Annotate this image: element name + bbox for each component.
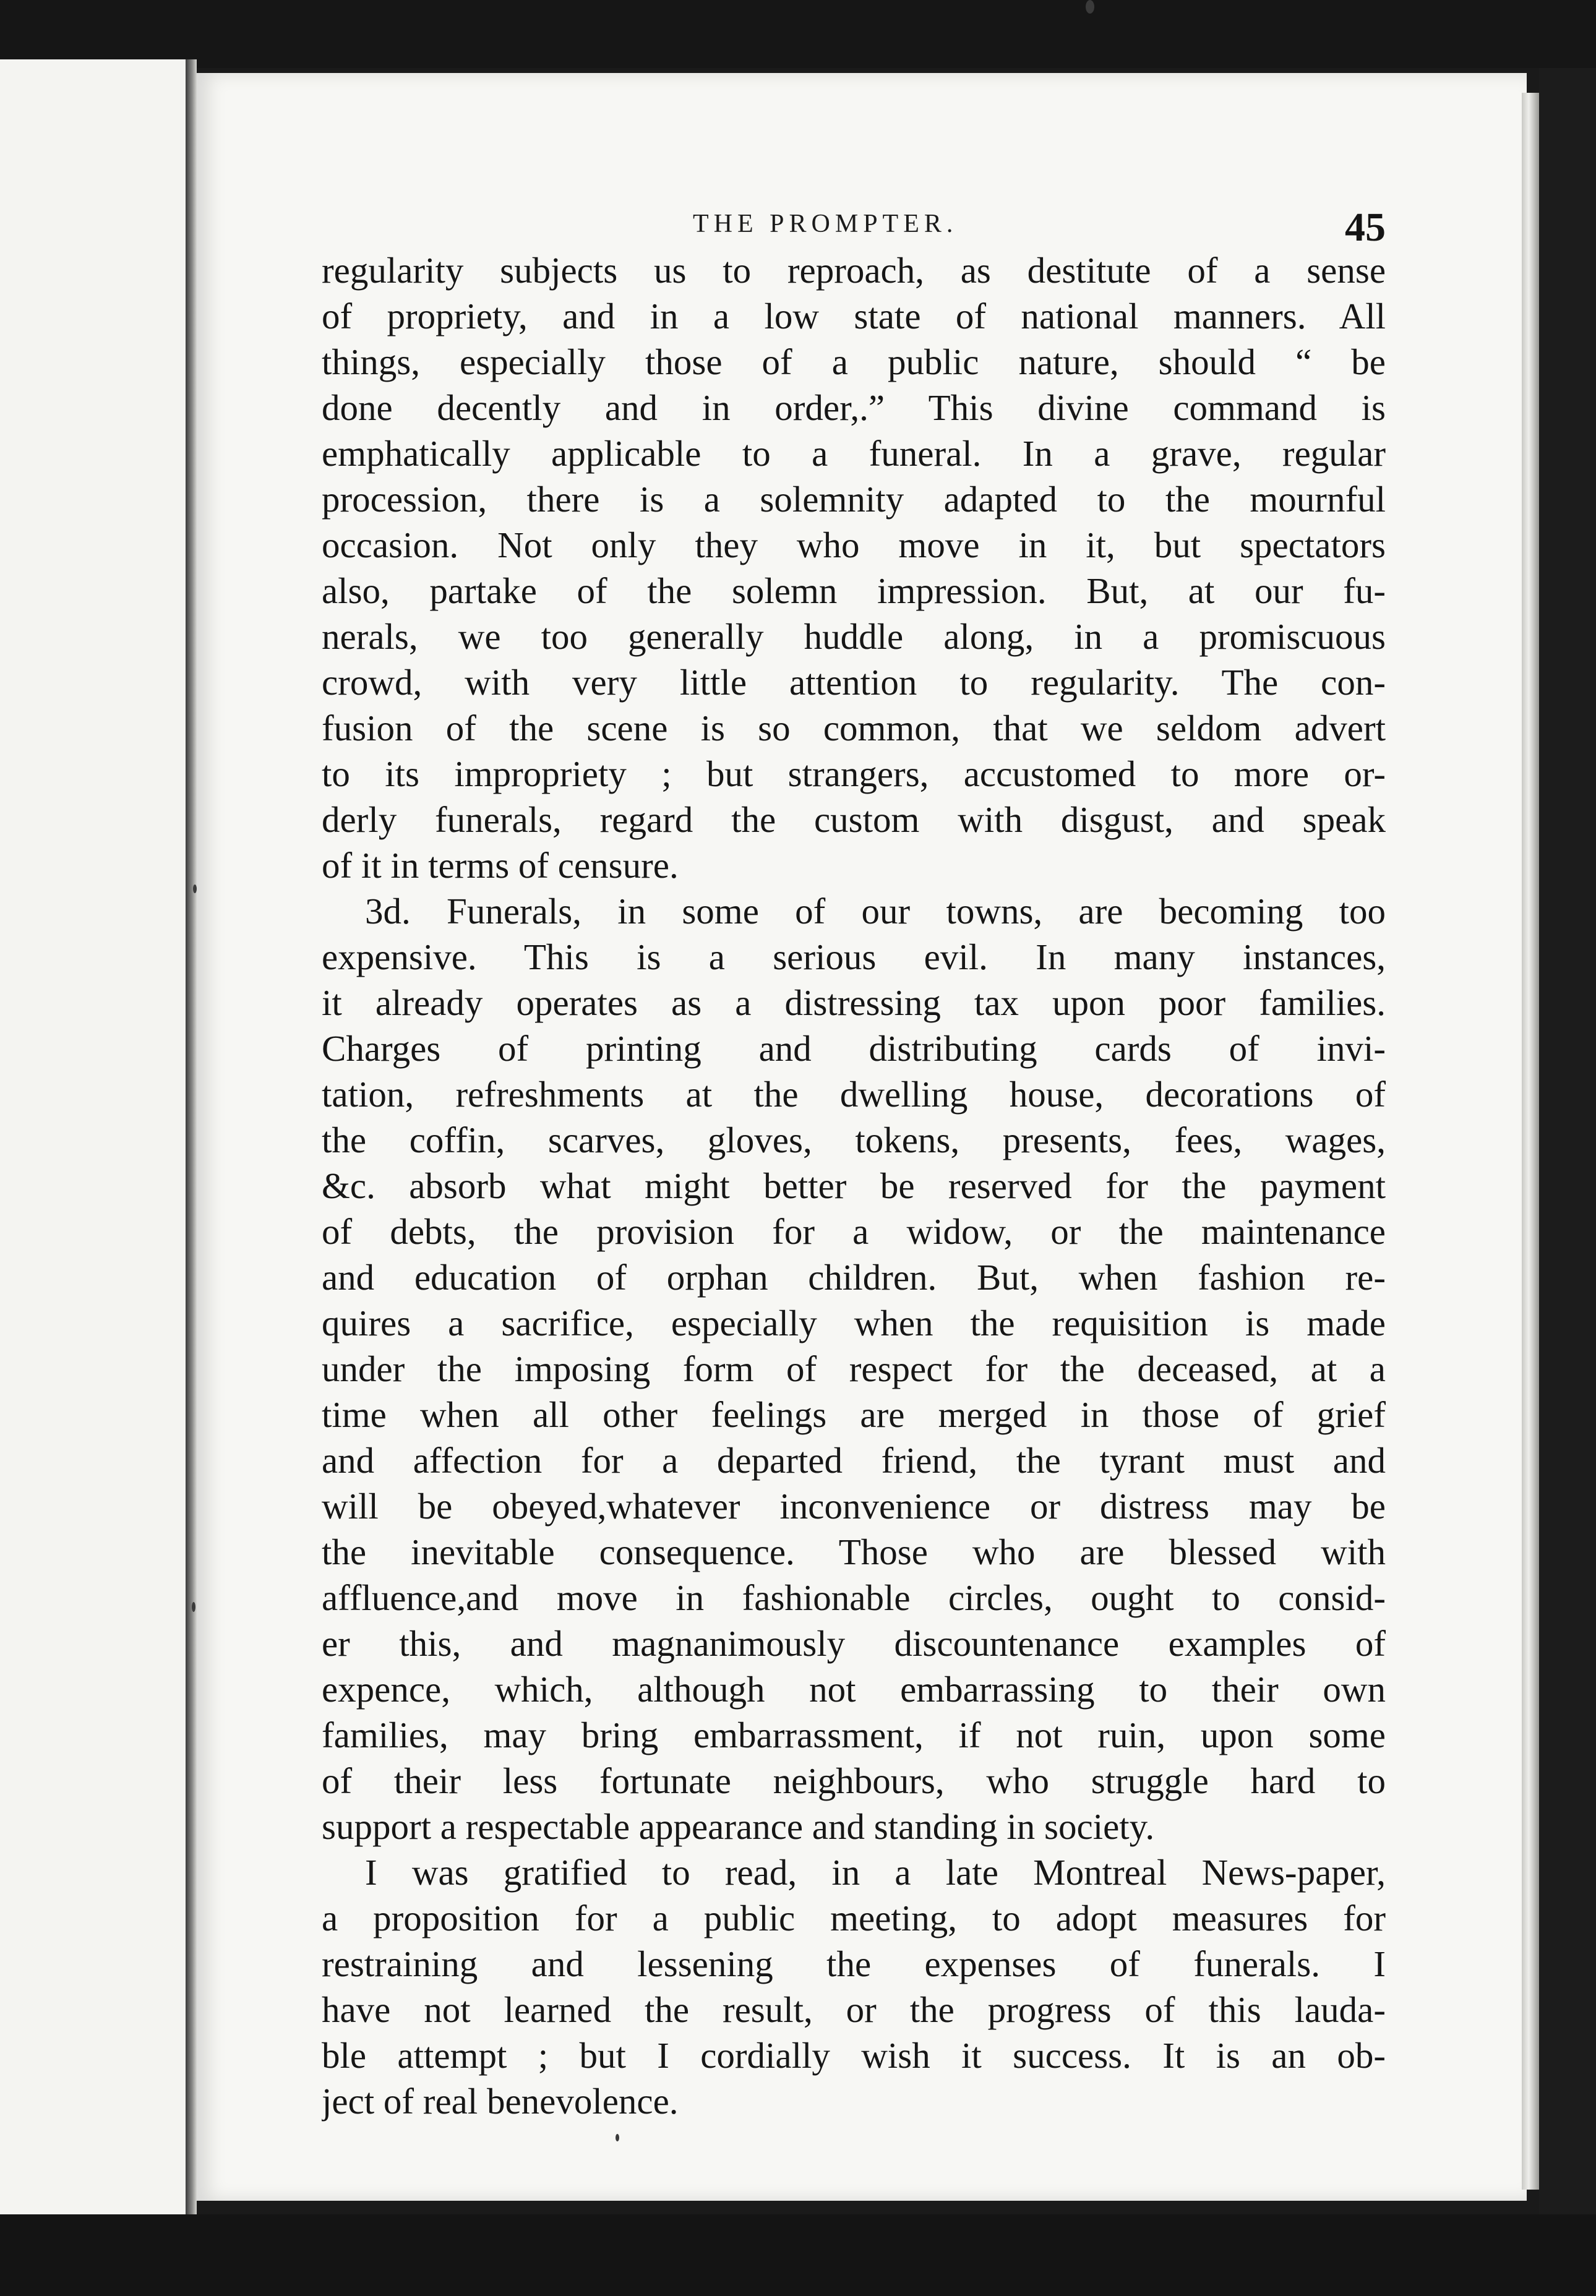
text-line: of propriety, and in a low state of national manners. All <box>322 296 1386 336</box>
text-line: the coffin, scarves, gloves, tokens, presents, fees, wages, <box>322 1120 1386 1160</box>
running-title: THE PROMPTER. <box>693 210 958 238</box>
text-line: time when all other feelings are merged in those of grief <box>322 1394 1386 1435</box>
text-line: it already operates as a distressing tax upon poor families. <box>322 982 1386 1023</box>
text-line: procession, there is a solemnity adapted to the mournful <box>322 479 1386 520</box>
scan-bottom-border <box>0 2214 1596 2296</box>
text-line: also, partake of the solemn impression. But, at our fu- <box>322 570 1386 611</box>
text-line: restraining and lessening the expenses of funerals. I <box>322 1943 1386 1984</box>
text-line: expence, which, although not embarrassing to their own <box>322 1669 1386 1710</box>
text-line: things, especially those of a public nature, should “ be <box>322 341 1386 382</box>
text-line: 3d. Funerals, in some of our towns, are becoming too <box>365 891 1386 932</box>
body-text <box>322 247 1386 2122</box>
scan-top-border <box>0 0 1596 68</box>
text-line: will be obeyed,whatever inconvenience or distress may be <box>322 1486 1386 1527</box>
ink-speck <box>1086 0 1094 14</box>
text-line: Charges of printing and distributing cards of invi- <box>322 1028 1386 1069</box>
text-line: the inevitable consequence. Those who are blessed with <box>322 1531 1386 1572</box>
text-line: I was gratified to read, in a late Montreal News-paper, <box>365 1852 1386 1893</box>
ink-speck <box>616 2134 619 2141</box>
text-line: of debts, the provision for a widow, or the maintenance <box>322 1211 1386 1252</box>
text-line: under the imposing form of respect for the deceased, at a <box>322 1348 1386 1389</box>
text-line: tation, refreshments at the dwelling house, decorations of <box>322 1074 1386 1115</box>
text-line: of it in terms of censure. <box>322 845 679 886</box>
text-line: and affection for a departed friend, the tyrant must and <box>322 1440 1386 1481</box>
text-line: &c. absorb what might better be reserved for the payment <box>322 1165 1386 1206</box>
facing-page-edge <box>0 59 189 2237</box>
text-line: affluence,and move in fashionable circles, ought to consid- <box>322 1577 1386 1618</box>
text-line: have not learned the result, or the progress of this lauda- <box>322 1989 1386 2030</box>
text-line: done decently and in order,.” This divine command is <box>322 387 1386 428</box>
text-line: er this, and magnanimously discountenance examples of <box>322 1623 1386 1664</box>
text-line: a proposition for a public meeting, to adopt measures for <box>322 1898 1386 1938</box>
text-line: families, may bring embarrassment, if not ruin, upon some <box>322 1715 1386 1755</box>
text-line: derly funerals, regard the custom with disgust, and speak <box>322 799 1386 840</box>
text-line: quires a sacrifice, especially when the requisition is made <box>322 1303 1386 1343</box>
ink-speck <box>192 1602 195 1612</box>
text-line: ble attempt ; but I cordially wish it success. It is an ob- <box>322 2035 1386 2076</box>
book-gutter <box>186 59 197 2237</box>
text-line: to its impropriety ; but strangers, accustomed to more or- <box>322 753 1386 794</box>
text-line: occasion. Not only they who move in it, but spectators <box>322 525 1386 565</box>
text-line: fusion of the scene is so common, that we seldom advert <box>322 708 1386 748</box>
ink-speck <box>193 885 197 893</box>
text-line: and education of orphan children. But, when fashion re- <box>322 1257 1386 1298</box>
text-line: emphatically applicable to a funeral. In a grave, regular <box>322 433 1386 474</box>
text-line: of their less fortunate neighbours, who struggle hard to <box>322 1760 1386 1801</box>
scan-right-border <box>1539 68 1596 2214</box>
text-line: ject of real benevolence. <box>322 2081 679 2122</box>
text-line: expensive. This is a serious evil. In many instances, <box>322 936 1386 977</box>
text-line: regularity subjects us to reproach, as destitute of a sense <box>322 250 1386 291</box>
text-line: crowd, with very little attention to regularity. The con- <box>322 662 1386 703</box>
page-number: 45 <box>1345 205 1386 250</box>
page-fore-edge <box>1522 93 1539 2190</box>
text-line: support a respectable appearance and standing in society. <box>322 1806 1155 1847</box>
text-line: nerals, we too generally huddle along, in a promiscuous <box>322 616 1386 657</box>
